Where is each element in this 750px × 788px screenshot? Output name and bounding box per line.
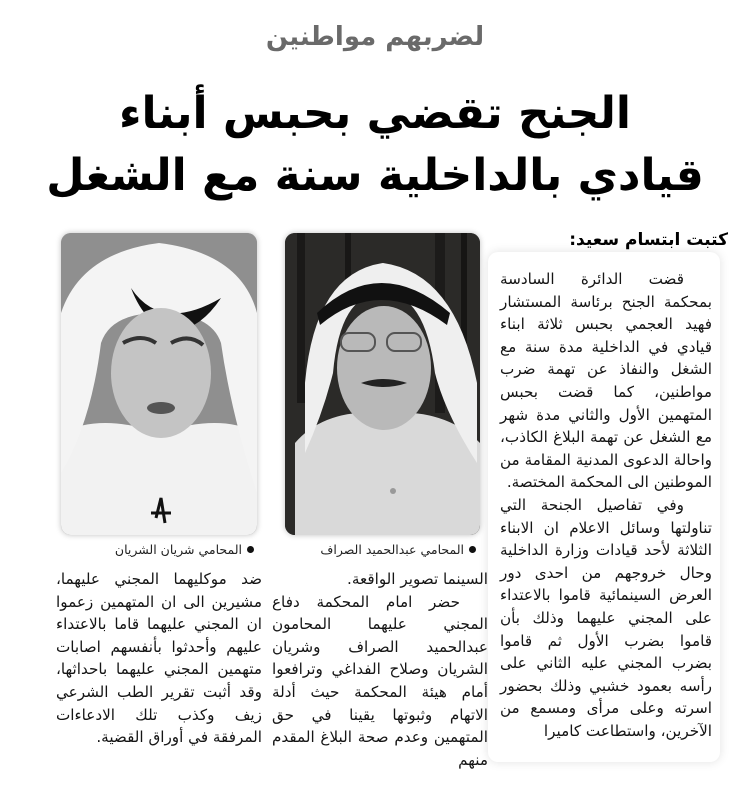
photo-caption	[320, 542, 476, 557]
paragraph: وفي تفاصيل الجنحة التي تناولتها وسائل الاعلام ان الابناء الثلاثة لأحد قيادات وزارة الداخلية وحال خروجهم من احدى دور العرض السينمائية قاموا بالاعتداء على المجني عليهما وذلك بأن قاموا بضرب الأول ثم قاموا بضرب المجني عليه الثاني على رأسه بعمود خشبي وذلك بحضور اسرته وعلى مرأى ومسمع من الآخرين، واستطاعت كاميرا	[500, 495, 712, 740]
paragraph: السينما تصوير الواقعة.	[347, 570, 488, 588]
headline-line-1: الجنح تقضي بحبس أبناء	[119, 88, 631, 139]
column-left	[56, 568, 262, 749]
photo-sharian-alsharian	[61, 233, 257, 535]
headline-line-2: قيادي بالداخلية سنة مع الشغل	[46, 150, 704, 201]
kicker: لضربهم مواطنين	[265, 22, 485, 52]
byline: كتبت ابتسام سعيد:	[569, 230, 728, 250]
column-right	[500, 268, 712, 742]
column-middle	[272, 568, 488, 771]
bullet-icon	[469, 546, 476, 553]
paragraph: حضر امام المحكمة دفاع المجني عليهما المحامون عبدالحميد الصراف وشريان الشريان وصلاح الفداغي وترافعوا أمام هيئة المحكمة حيث أدلة الاتهام وثبوتها يقينا في حق المتهمين وعدم صحة البلاغ المقدم منهم	[272, 592, 488, 769]
portrait-photo-icon	[61, 233, 257, 535]
paragraph: ضد موكليهما المجني عليهما، مشيرين الى ان المتهمين زعموا ان المجني عليهما قاما بالاعتداء عليهم وأحدثوا بأنفسهم اصابات متهمين المجني عليهما باحداثها، وقد أثبت تقرير الطب الشرعي زيف وكذب تلك الادعاءات المرفقة في أوراق القضية.	[56, 570, 262, 747]
photo-caption	[115, 542, 254, 557]
caption-text: المحامي شريان الشريان	[114, 542, 242, 557]
photo-abdulhamid-alsarraf	[285, 233, 480, 535]
paragraph: قضت الدائرة السادسة بمحكمة الجنح برئاسة المستشار فهيد العجمي بحبس ثلاثة ابناء قيادي في الداخلية مدة سنة مع الشغل والنفاذ عن تهمة ضرب مواطنين، كما قضت بحبس المتهمين الأول والثاني مدة شهر مع الشغل عن تهمة البلاغ الكاذب، واحالة الدعوى المدنية المقامة من الموطنين الى المحكمة المختصة.	[500, 270, 712, 492]
bullet-icon	[247, 546, 254, 553]
caption-text: المحامي عبدالحميد الصراف	[320, 542, 464, 557]
portrait-photo-icon	[285, 233, 480, 535]
